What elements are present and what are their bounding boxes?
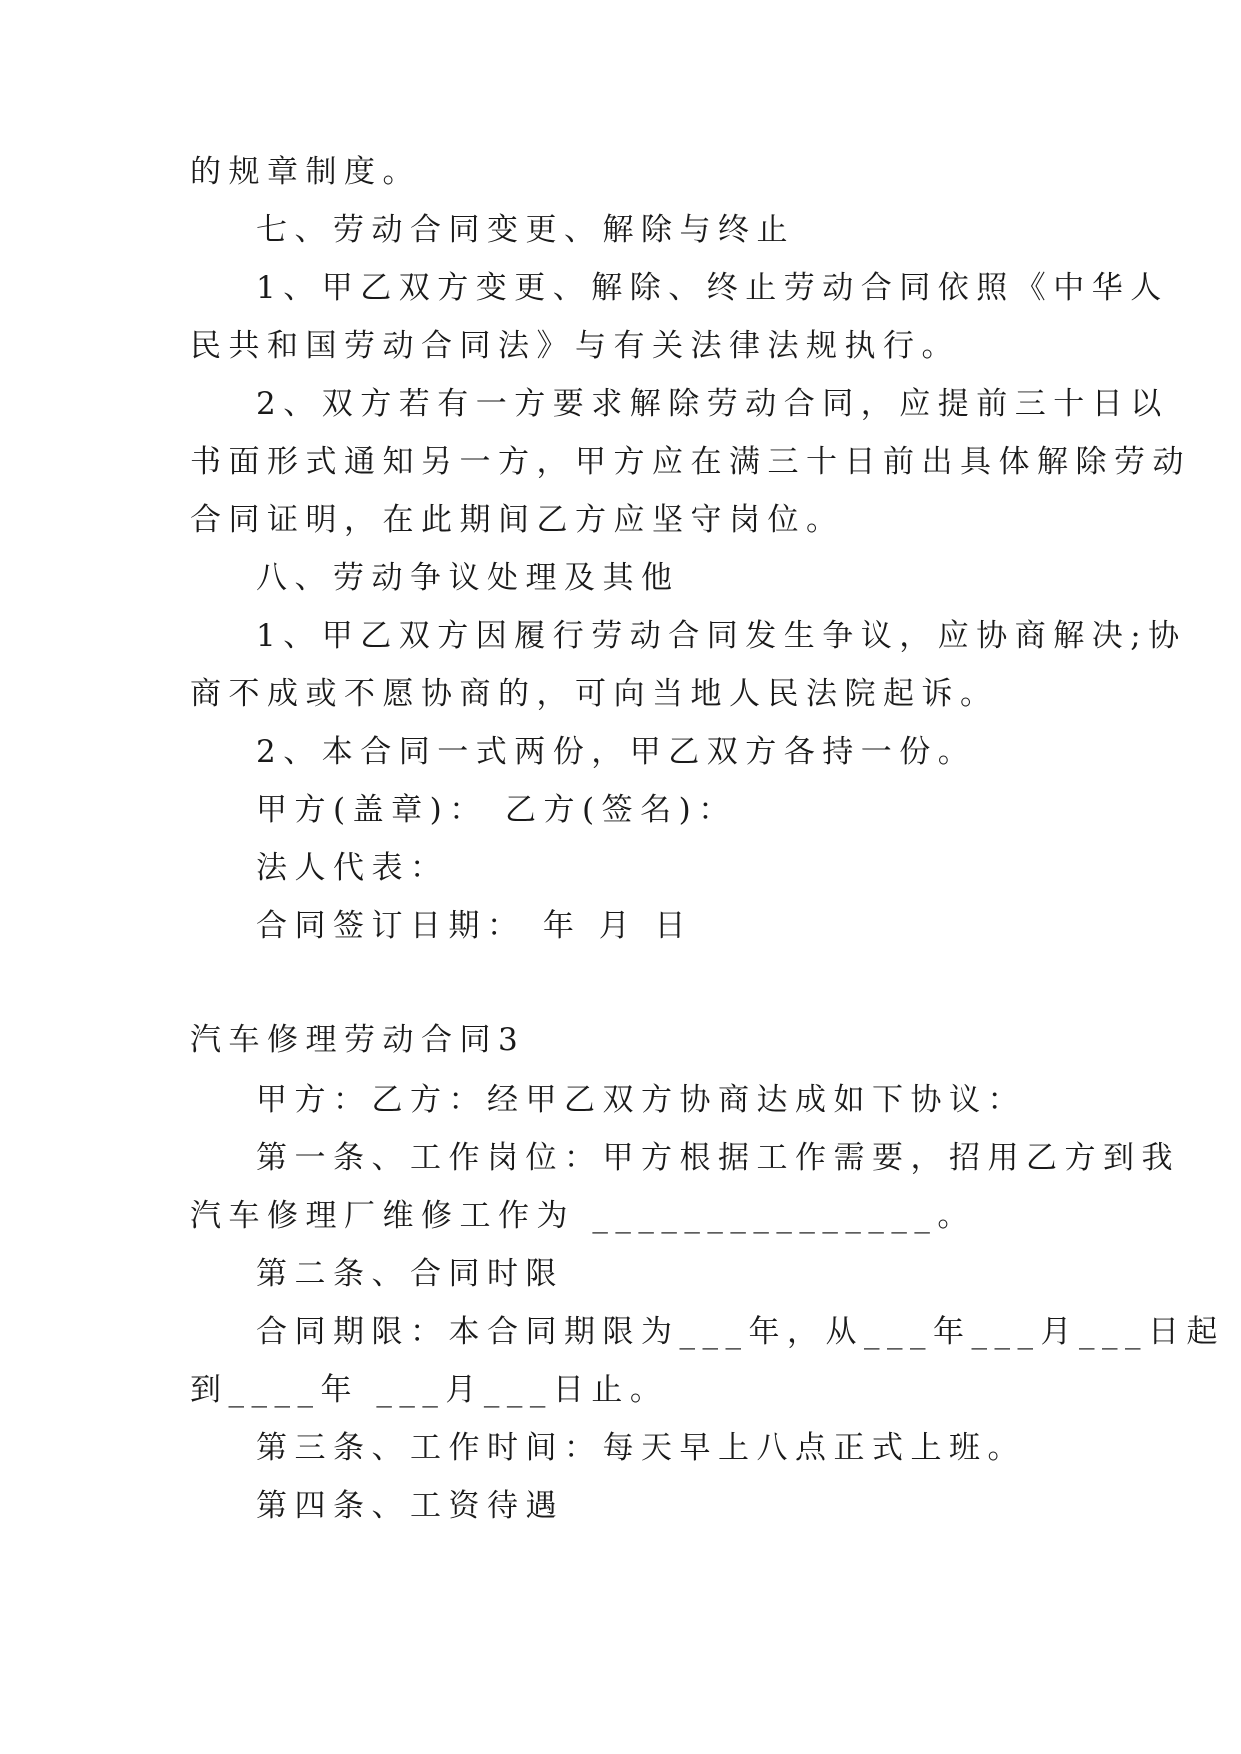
paragraph-line: 商不成或不愿协商的，可向当地人民法院起诉。: [190, 676, 999, 712]
paragraph-line: 民共和国劳动合同法》与有关法律法规执行。: [190, 328, 960, 364]
paragraph-line: 合同证明，在此期间乙方应坚守岗位。: [190, 502, 845, 538]
article-heading: 第二条、合同时限: [256, 1256, 564, 1292]
article-heading: 第四条、工资待遇: [256, 1488, 564, 1524]
signature-line: 法人代表：: [256, 850, 449, 886]
paragraph-line: 第三条、工作时间：每天早上八点正式上班。: [256, 1430, 1026, 1466]
paragraph-line: 1、甲乙双方变更、解除、终止劳动合同依照《中华人: [256, 270, 1169, 306]
date-line: 合同签订日期： 年 月 日: [256, 908, 694, 944]
paragraph-line: 第一条、工作岗位：甲方根据工作需要，招用乙方到我: [256, 1140, 1180, 1176]
paragraph-line: 汽车修理厂维修工作为 _______________。: [190, 1198, 976, 1234]
paragraph-line: 书面形式通知另一方，甲方应在满三十日前出具体解除劳动: [190, 444, 1191, 480]
section-heading: 七、劳动合同变更、解除与终止: [256, 212, 795, 248]
paragraph-line: 到____年 ___月___日止。: [190, 1372, 669, 1408]
paragraph-line: 2、双方若有一方要求解除劳动合同，应提前三十日以: [256, 386, 1169, 422]
paragraph-line: 甲方：乙方：经甲乙双方协商达成如下协议：: [256, 1082, 1026, 1118]
paragraph-line: 2、本合同一式两份，甲乙双方各持一份。: [256, 734, 977, 770]
document-title: 汽车修理劳动合同3: [190, 1022, 526, 1058]
paragraph-line: 的规章制度。: [190, 154, 421, 190]
signature-line: 甲方(盖章)： 乙方(签名)：: [256, 792, 737, 828]
paragraph-line: 1、甲乙双方因履行劳动合同发生争议，应协商解决;协: [256, 618, 1187, 654]
section-heading: 八、劳动争议处理及其他: [256, 560, 680, 596]
paragraph-line: 合同期限：本合同期限为___年，从___年___月___日起: [256, 1314, 1225, 1350]
